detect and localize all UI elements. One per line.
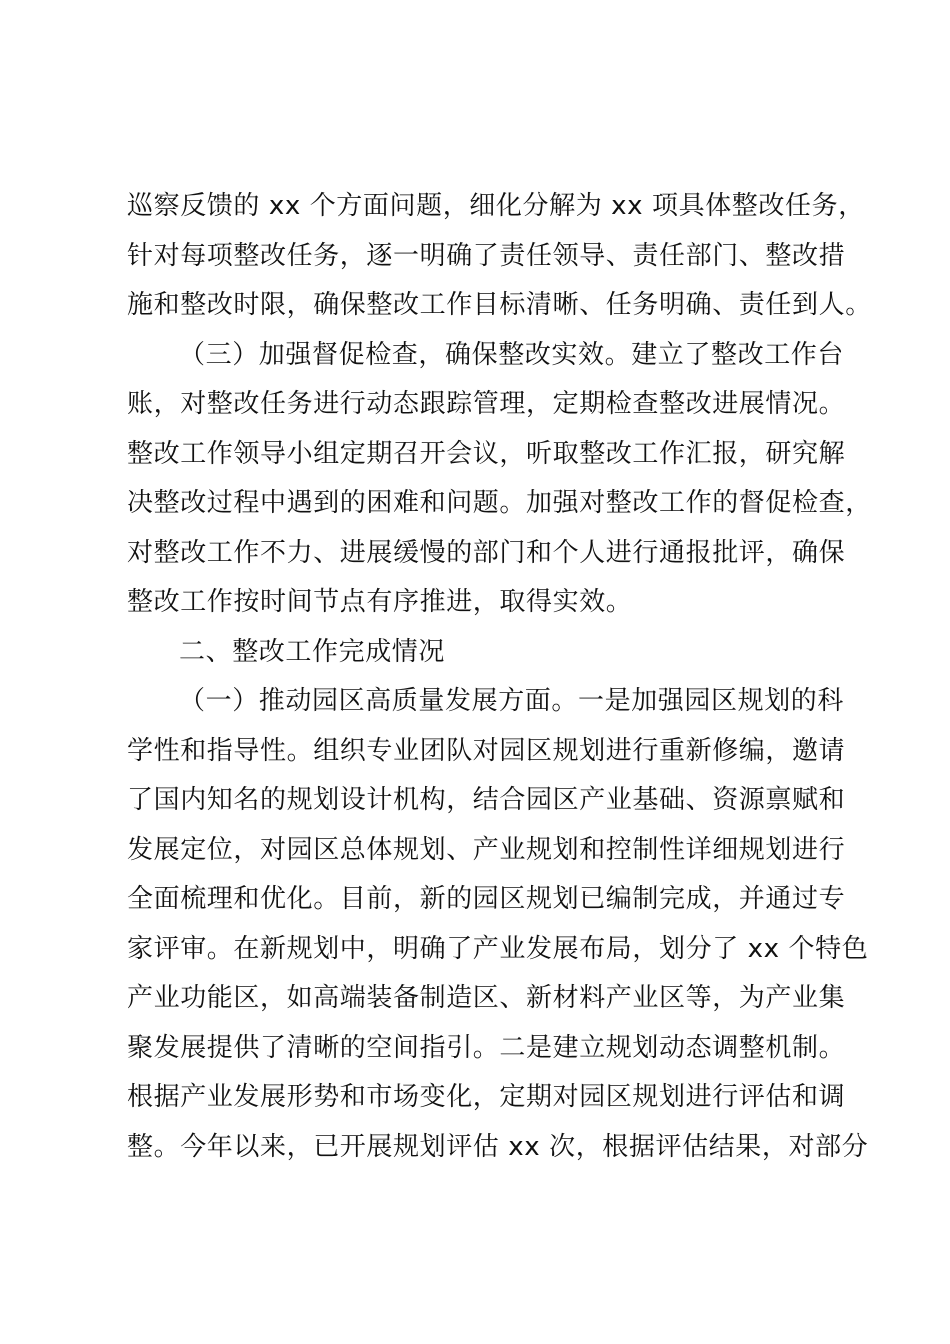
text-line-7: 决整改过程中遇到的困难和问题。加强对整改工作的督促检查，: [127, 488, 872, 518]
text-line-3: 施和整改时限，确保整改工作目标清晰、任务明确、责任到人。: [127, 290, 872, 320]
text-line-5: 账，对整改任务进行动态跟踪管理，定期检查整改进展情况。: [127, 389, 846, 419]
text-line-12: 学性和指导性。组织专业团队对园区规划进行重新修编，邀请: [127, 735, 846, 766]
text-line-20: 整。今年以来，已开展规划评估 xx 次，根据评估结果，对部分: [127, 1131, 869, 1162]
document-body: [127, 182, 872, 1172]
text-line-9: 整改工作按时间节点有序推进，取得实效。: [127, 587, 633, 617]
text-line-16: 家评审。在新规划中，明确了产业发展布局，划分了 xx 个特色: [127, 933, 869, 964]
section-heading: 二、整改工作完成情况: [179, 636, 446, 667]
text-line-14: 发展定位，对园区总体规划、产业规划和控制性详细规划进行: [127, 834, 846, 865]
text-line-15: 全面梳理和优化。目前，新的园区规划已编制完成，并通过专: [127, 884, 846, 914]
text-line-8: 对整改工作不力、进展缓慢的部门和个人进行通报批评，确保: [127, 537, 846, 568]
text-line-19: 根据产业发展形势和市场变化，定期对园区规划进行评估和调: [127, 1082, 846, 1112]
text-line-4: （三）加强督促检查，确保整改实效。建立了整改工作台: [179, 339, 845, 370]
text-line-1: 巡察反馈的 xx 个方面问题，细化分解为 xx 项具体整改任务，: [127, 191, 865, 221]
text-line-13: 了国内知名的规划设计机构，结合园区产业基础、资源禀赋和: [127, 785, 846, 815]
text-line-18: 聚发展提供了清晰的空间指引。二是建立规划动态调整机制。: [127, 1032, 846, 1063]
text-line-6: 整改工作领导小组定期召开会议，听取整改工作汇报，研究解: [127, 438, 846, 469]
text-line-11: （一）推动园区高质量发展方面。一是加强园区规划的科: [179, 686, 845, 716]
text-line-2: 针对每项整改任务，逐一明确了责任领导、责任部门、整改措: [127, 240, 846, 271]
text-line-17: 产业功能区，如高端装备制造区、新材料产业区等，为产业集: [127, 983, 846, 1013]
